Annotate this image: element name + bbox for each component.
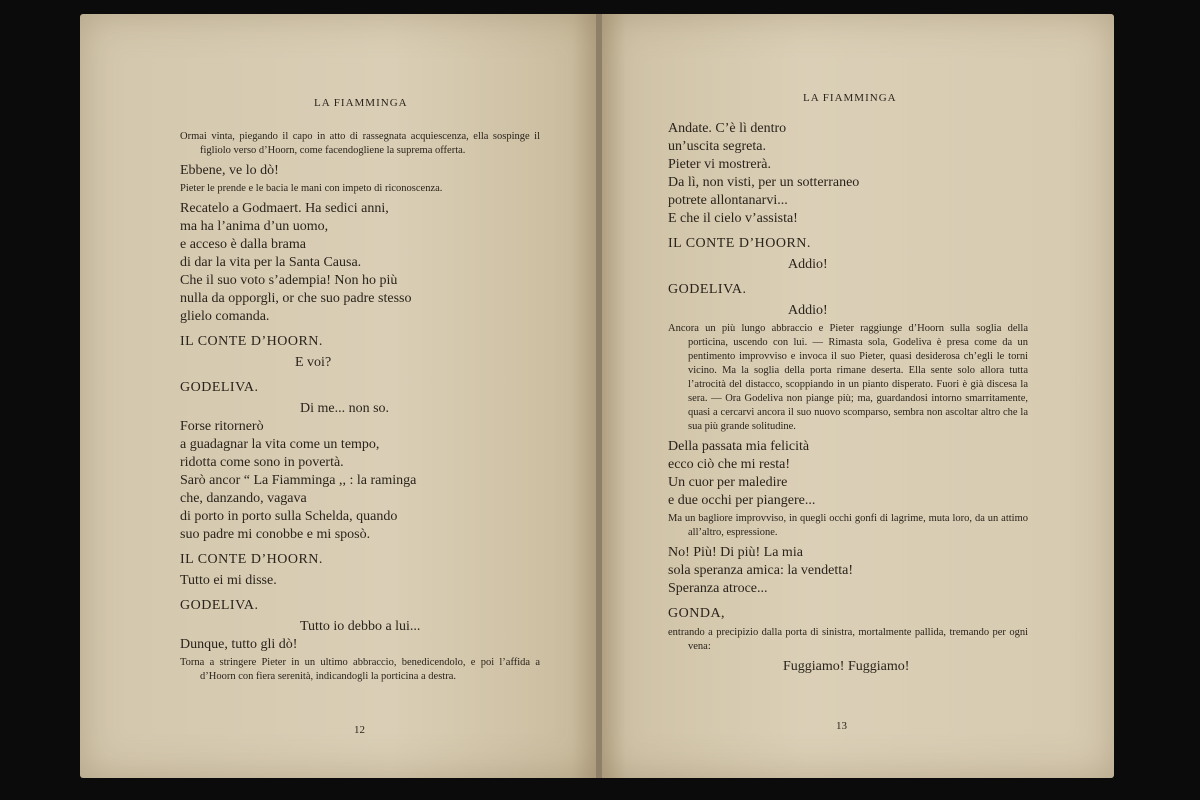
verse-line: Da lì, non visti, per un sotterraneo [668,175,860,190]
page-number-left: 12 [354,724,365,736]
verse-line: Un cuor per maledire [668,475,788,490]
speaker-name: GODELIVA. [668,282,747,297]
verse-line: e acceso è dalla brama [180,237,306,252]
verse-line: Che il suo voto s’adempia! Non ho più [180,273,398,288]
verse-line: Andate. C’è lì dentro [668,121,787,136]
speaker-name: GODELIVA. [180,380,259,395]
verse-line: Fuggiamo! Fuggiamo! [783,659,910,674]
verse-line: un’uscita segreta. [668,139,766,154]
stage-direction: Ma un bagliore improvviso, in quegli occhi gonfi di lagrime, muta loro, da un attimo all’altro, espressione. [668,513,1028,538]
verse-line: Forse ritornerò [180,419,264,434]
verse-line: Recatelo a Godmaert. Ha sedici anni, [180,201,389,216]
verse-line: Sarò ancor “ La Fiamminga ,, : la raminga [180,473,417,488]
stage-direction: entrando a precipizio dalla porta di sinistra, mortalmente pallida, tremando per ogni vena: [668,627,1028,652]
verse-line: potrete allontanarvi... [668,193,788,208]
stage-direction: Pieter le prende e le bacia le mani con impeto di riconoscenza. [180,183,443,194]
verse-line: Addio! [788,303,828,318]
verse-line: ecco ciò che mi resta! [668,457,791,472]
verse-line: Di me... non so. [300,401,390,416]
verse-line: Addio! [788,257,828,272]
verse-line: ma ha l’anima d’un uomo, [180,219,329,234]
verse-line: a guadagnar la vita come un tempo, [180,437,380,452]
running-head-left: LA FIAMMINGA [314,97,408,109]
verse-line: Tutto ei mi disse. [180,573,277,588]
verse-line: di porto in porto sulla Schelda, quando [180,509,398,524]
verse-line: Speranza atroce... [668,581,768,596]
speaker-name: IL CONTE D’HOORN. [180,334,323,349]
verse-line: Dunque, tutto gli dò! [180,637,298,652]
verse-line: E voi? [295,355,332,370]
book-gutter [596,14,602,778]
speaker-name: IL CONTE D’HOORN. [668,236,811,251]
verse-line: Ebbene, ve lo dò! [180,163,279,178]
stage-direction: Ormai vinta, piegando il capo in atto di rassegnata acquiescenza, ella sospinge il figliolo verso d’Hoorn, come facendogliene la suprema offerta. [180,131,540,156]
right-page-text [668,120,1028,676]
verse-line: Della passata mia felicità [668,439,810,454]
verse-line: glielo comanda. [180,309,270,324]
stage-direction: Torna a stringere Pieter in un ultimo abbraccio, benedicendolo, e poi l’affida a d’Hoorn con fiera serenità, indicandogli la porticina a destra. [180,657,540,682]
left-page-text [180,128,540,688]
speaker-name: IL CONTE D’HOORN. [180,552,323,567]
running-head-right: LA FIAMMINGA [803,92,897,104]
verse-line: nulla da opporgli, or che suo padre stesso [180,291,412,306]
speaker-name: GONDA, [668,606,726,621]
verse-line: Pieter vi mostrerà. [668,157,772,172]
verse-line: di dar la vita per la Santa Causa. [180,255,362,270]
verse-line: Tutto io debbo a lui... [300,619,421,634]
verse-line: che, danzando, vagava [180,491,307,506]
verse-line: ridotta come sono in povertà. [180,455,344,470]
verse-line: E che il cielo v’assista! [668,211,798,226]
verse-line: No! Più! Di più! La mia [668,545,803,560]
page-number-right: 13 [836,720,847,732]
speaker-name: GODELIVA. [180,598,259,613]
verse-line: e due occhi per piangere... [668,493,816,508]
stage-direction: Ancora un più lungo abbraccio e Pieter raggiunge d’Hoorn sulla soglia della porticina, uscendo con lui. — Rimasta sola, Godeliva è presa come da un pentimento improvviso e invoca il suo Pieter, quasi desiderosa ch’egli le torni vicino. Ma la soglia della porta rimane deserta. Ella sente solo allora tutta l’atrocità del distacco, scoppiando in un pianto disperato. Fuori è già discesa la sera. — Ora Godeliva non piange più; ma, guardandosi intorno smarritamente, quasi a cercarvi ancora il suo nuovo scomparso, sembra non ascoltar altro che la sua più grande solitudine. [668,323,1028,432]
verse-line: sola speranza amica: la vendetta! [668,563,854,578]
verse-line: suo padre mi conobbe e mi sposò. [180,527,371,542]
